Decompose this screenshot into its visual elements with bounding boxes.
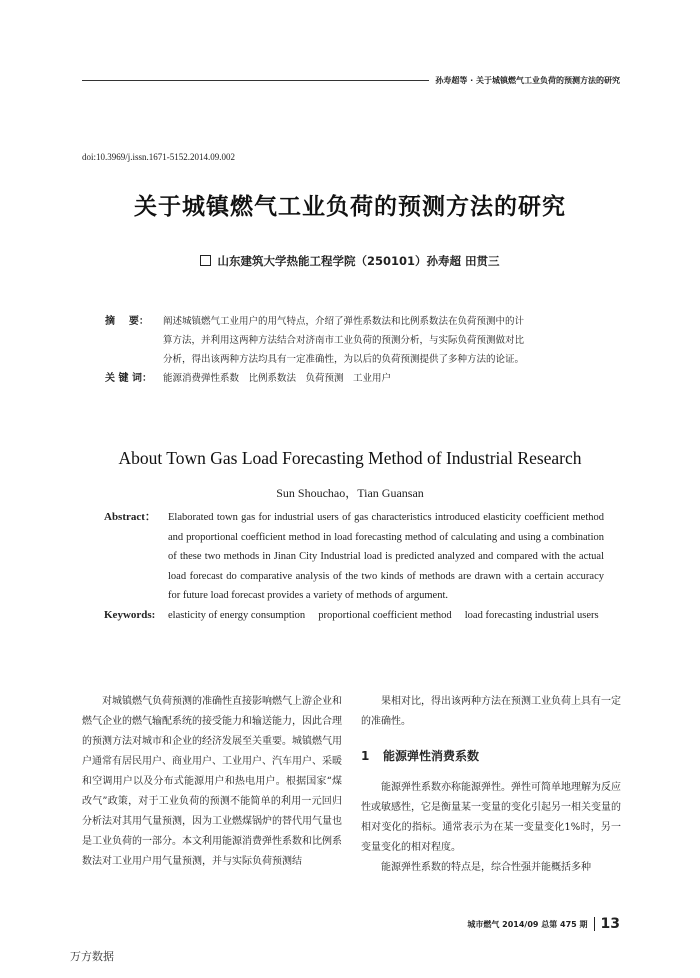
abstract-cn-label: 摘 要：	[105, 316, 149, 327]
body-paragraph: 对城镇燃气负荷预测的准确性直接影响燃气上游企业和燃气企业的燃气输配系统的接受能力和输送能力，因此合理的预测方法对城市和企业的经济发展至关重要。城镇燃气用户通常有居民用户、商业用户、工业用户、汽车用户、采暖和空调用户以及分布式能源用户和热电用户。根据国家“煤改气”政策，对于工业负荷的预测不能简单的利用一元回归分析法对其用气量预测，因为工业燃煤锅炉的替代用气量也是工业负荷的一部分。本文利用能源消费弹性系数和比例系数法对工业用户用气量预测，并与实际负荷预测结	[82, 696, 342, 867]
page-number: 13	[600, 916, 620, 932]
watermark: 万方数据	[70, 950, 114, 963]
section-title: 能源弹性消费系数	[383, 749, 480, 763]
header-rule	[82, 80, 429, 81]
body-left-column	[82, 692, 342, 872]
abstract-en-text: Elaborated town gas for industrial users of gas characteristics introduced elasticity coefficient method and proportional coefficient method in load forecasting method of calculating and using a combination of these two methods in Jinan City Industrial load is predicted analyzed and compared with the actual load forecast do comparative analysis of the two kinds of methods are drawn with a certain accuracy for future load forecast provides a variety of methods of argument.	[168, 512, 604, 601]
abstract-en	[104, 508, 604, 625]
authors-en: Sun Shouchao，Tian Guansan	[276, 486, 424, 500]
title-en: About Town Gas Load Forecasting Method of Industrial Research	[118, 448, 582, 468]
body-paragraph: 果相对比，得出该两种方法在预测工业负荷上具有一定的准确性。	[361, 696, 621, 727]
section-number: 1	[361, 749, 370, 763]
keywords-cn-label: 关 键 词：	[105, 373, 152, 384]
title-cn: 关于城镇燃气工业负荷的预测方法的研究	[134, 193, 566, 220]
checkbox-square-icon	[200, 255, 211, 266]
keywords-en-label: Keywords:	[104, 608, 156, 621]
abstract-cn-line: 算方法，并利用这两种方法结合对济南市工业负荷的预测分析，与实际负荷预测做对比	[163, 335, 525, 346]
abstract-cn-line: 阐述城镇燃气工业用户的用气特点，介绍了弹性系数法和比例系数法在负荷预测中的计	[163, 316, 525, 327]
section-heading	[361, 746, 621, 766]
body-paragraph: 能源弹性系数的特点是，综合性强并能概括多种	[381, 862, 591, 873]
footer-divider	[594, 917, 595, 931]
doi: doi:10.3969/j.issn.1671-5152.2014.09.002	[82, 152, 236, 162]
abstract-cn	[105, 312, 605, 388]
body-right-column	[361, 692, 621, 878]
authors-cn	[0, 253, 700, 269]
running-header	[82, 72, 620, 88]
body-paragraph: 能源弹性系数亦称能源弹性。弹性可简单地理解为反应性或敏感性，它是衡量某一变量的变化引起另一相关变量的相对变化的指标。通常表示为在某一变量变化1%时，另一变量变化的相对程度。	[361, 782, 621, 853]
keywords-en-text: elasticity of energy consumption proportional coefficient method load forecasting industrial users	[168, 609, 599, 621]
authors-cn-text: 山东建筑大学热能工程学院（250101）孙寿超 田贯三	[217, 254, 500, 268]
abstract-en-label: Abstract：	[104, 511, 156, 523]
abstract-cn-line: 分析，得出该两种方法均具有一定准确性，为以后的负荷预测提供了多种方法的论证。	[163, 354, 525, 365]
journal-info: 城市燃气 2014/09 总第 475 期	[467, 919, 588, 929]
running-title: 孙寿超等 · 关于城镇燃气工业负荷的预测方法的研究	[435, 75, 620, 85]
page-footer	[467, 916, 620, 932]
keywords-cn-text: 能源消费弹性系数 比例系数法 负荷预测 工业用户	[163, 373, 392, 384]
